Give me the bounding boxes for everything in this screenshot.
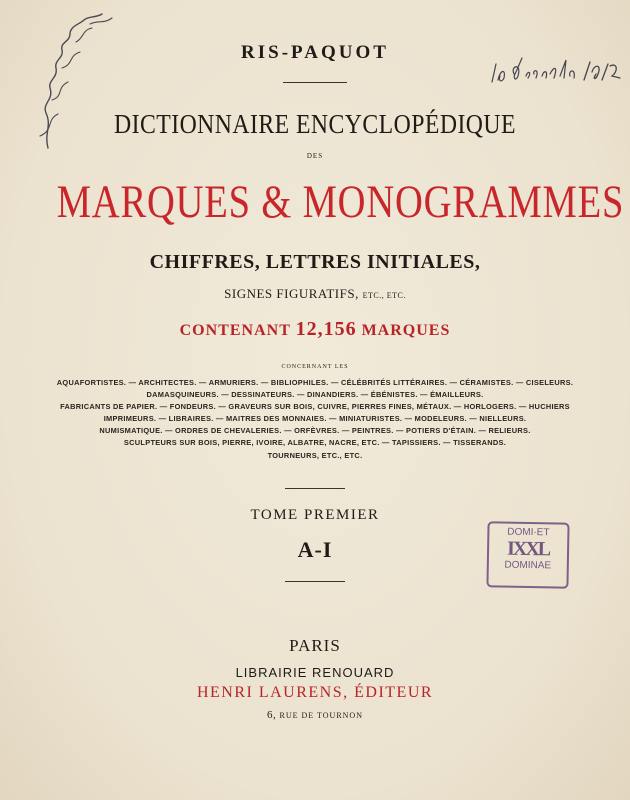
marks-count xyxy=(0,318,630,341)
title-line-2: MARQUES & MONOGRAMMES xyxy=(56,176,625,228)
title-des: DES xyxy=(306,152,324,160)
publication-city: PARIS xyxy=(289,636,341,655)
author-name: RIS-PAQUOT xyxy=(241,42,389,63)
divider xyxy=(285,488,345,489)
volume-range: A-I xyxy=(297,537,333,562)
keyword-line: FABRICANTS DE PAPIER. — FONDEURS. — GRAVEURS SUR BOIS, CUIVRE, PIERRES FINES, MÉTAUX. — HORLOGERS. — HUCHIERS xyxy=(60,402,570,412)
concernant-label: CONCERNANT LES xyxy=(281,364,349,370)
subtitle-signes: SIGNES FIGURATIFS, xyxy=(224,286,359,301)
publisher-line-2: HENRI LAURENS, ÉDITEUR xyxy=(196,684,434,701)
subtitle-line-2 xyxy=(0,286,630,302)
address-street: RUE DE TOURNON xyxy=(279,711,363,720)
keyword-line: IMPRIMEURS. — LIBRAIRES. — MAITRES DES MONNAIES. — MINIATURISTES. — MODELEURS. — NIELLEURS. xyxy=(103,414,527,424)
stamp-line-1: DOMI·ET xyxy=(507,526,550,539)
keyword-list xyxy=(0,377,630,462)
divider xyxy=(283,82,347,83)
keyword-line: DAMASQUINEURS. — DESSINATEURS. — DINANDIERS. — ÉBÉNISTES. — ÉMAILLEURS. xyxy=(146,390,484,400)
divider xyxy=(285,581,345,582)
title-line-1: DICTIONNAIRE ENCYCLOPÉDIQUE xyxy=(114,109,516,139)
library-stamp xyxy=(486,521,569,588)
keyword-line: NUMISMATIQUE. — ORDRES DE CHEVALERIES. — ORFÈVRES. — PEINTRES. — POTIERS D'ÉTAIN. — RELIEURS. xyxy=(99,426,531,436)
count-suffix: MARQUES xyxy=(361,322,451,339)
keyword-line: TOURNEURS, ETC., ETC. xyxy=(267,450,363,460)
subtitle-line-1: CHIFFRES, LETTRES INITIALES, xyxy=(149,251,481,273)
count-number: 12,156 xyxy=(295,318,357,340)
tome-label: TOME PREMIER xyxy=(250,507,380,523)
stamp-line-2: IXXL xyxy=(506,537,550,561)
keyword-line: AQUAFORTISTES. — ARCHITECTES. — ARMURIERS. — BIBLIOPHILES. — CÉLÉBRITÉS LITTÉRAIRES. — CÉRAMISTES. — CISELEURS. xyxy=(56,378,574,387)
publisher-line-1: LIBRAIRIE RENOUARD xyxy=(235,665,395,680)
keyword-line: SCULPTEURS SUR BOIS, PIERRE, IVOIRE, ALBATRE, NACRE, ETC. — TAPISSIERS. — TISSERANDS. xyxy=(123,438,507,448)
stamp-line-3: DOMINAE xyxy=(504,559,552,572)
subtitle-etc: ETC., ETC. xyxy=(362,291,406,300)
count-prefix: CONTENANT xyxy=(179,322,291,339)
address-number: 6, xyxy=(267,709,277,721)
publisher-address xyxy=(0,709,630,721)
